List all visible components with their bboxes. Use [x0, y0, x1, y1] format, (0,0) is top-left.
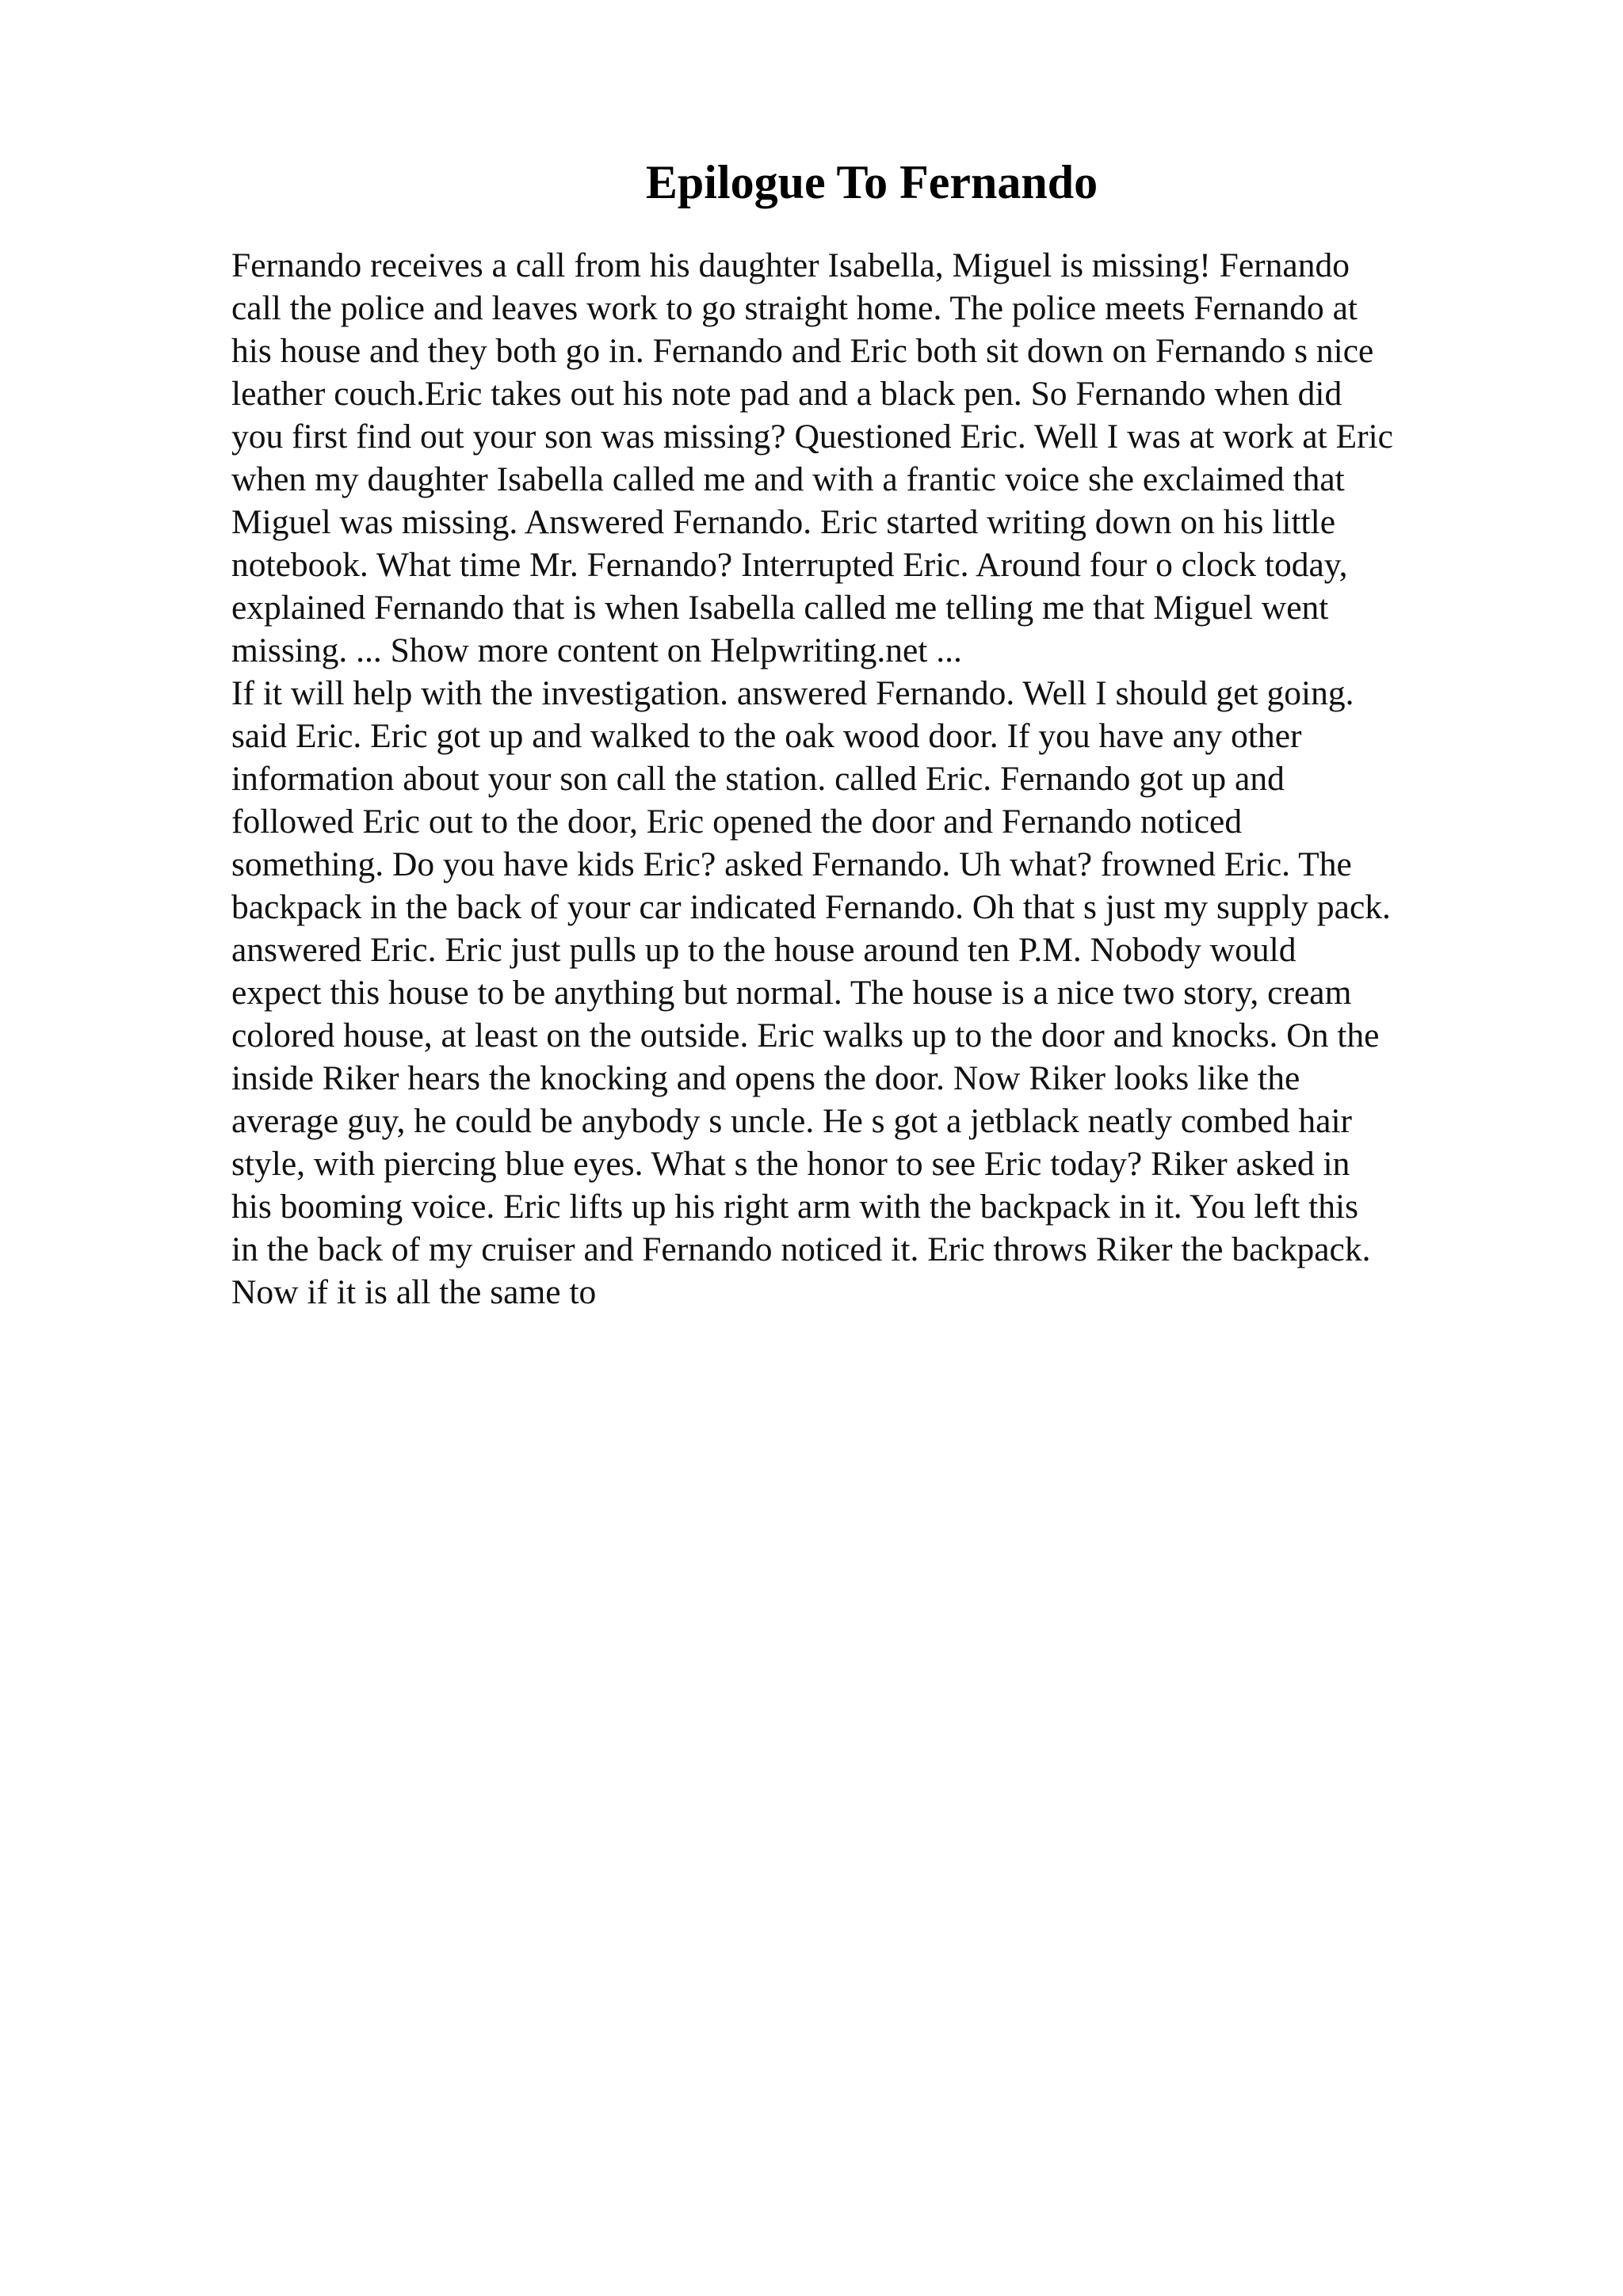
- body-line: said Eric. Eric got up and walked to the oak wood door. If you have any other: [231, 717, 1302, 755]
- body-line: call the police and leaves work to go straight home. The police meets Fernando at: [231, 289, 1358, 327]
- body-line: answered Eric. Eric just pulls up to the house around ten P.M. Nobody would: [231, 931, 1296, 969]
- body-line: his booming voice. Eric lifts up his right arm with the backpack in it. You left this: [231, 1188, 1359, 1226]
- body-line: inside Riker hears the knocking and opens the door. Now Riker looks like the: [231, 1059, 1300, 1097]
- body-line: leather couch.Eric takes out his note pad and a black pen. So Fernando when did: [231, 375, 1342, 413]
- body-line: notebook. What time Mr. Fernando? Interrupted Eric. Around four o clock today,: [231, 546, 1348, 584]
- body-line: when my daughter Isabella called me and with a frantic voice she exclaimed that: [231, 460, 1345, 498]
- body-line: expect this house to be anything but normal. The house is a nice two story, cream: [231, 974, 1352, 1012]
- body-line: something. Do you have kids Eric? asked Fernando. Uh what? frowned Eric. The: [231, 845, 1352, 883]
- body-line: style, with piercing blue eyes. What s the honor to see Eric today? Riker asked in: [231, 1145, 1350, 1183]
- body-line: missing. ... Show more content on Helpwriting.net ...: [231, 631, 962, 669]
- body-line: Miguel was missing. Answered Fernando. Eric started writing down on his little: [231, 503, 1336, 541]
- body-line: average guy, he could be anybody s uncle. He s got a jetblack neatly combed hair: [231, 1102, 1353, 1140]
- body-line: you first find out your son was missing? Questioned Eric. Well I was at work at Eric: [231, 418, 1393, 456]
- body-line: explained Fernando that is when Isabella called me telling me that Miguel went: [231, 589, 1329, 627]
- body-line: Now if it is all the same to: [231, 1273, 597, 1311]
- body-line: colored house, at least on the outside. Eric walks up to the door and knocks. On the: [231, 1016, 1380, 1055]
- body-line: his house and they both go in. Fernando and Eric both sit down on Fernando s nice: [231, 332, 1374, 370]
- body-line: If it will help with the investigation. answered Fernando. Well I should get going.: [231, 674, 1354, 712]
- document-body: [231, 244, 1499, 1314]
- body-line: backpack in the back of your car indicated Fernando. Oh that s just my supply pack.: [231, 888, 1391, 926]
- body-line: in the back of my cruiser and Fernando noticed it. Eric throws Riker the backpack.: [231, 1230, 1371, 1268]
- document-title: Epilogue To Fernando: [645, 156, 1098, 208]
- body-line: followed Eric out to the door, Eric opened the door and Fernando noticed: [231, 803, 1243, 841]
- body-line: Fernando receives a call from his daughter Isabella, Miguel is missing! Fernando: [231, 246, 1350, 284]
- body-line: information about your son call the station. called Eric. Fernando got up and: [231, 760, 1285, 798]
